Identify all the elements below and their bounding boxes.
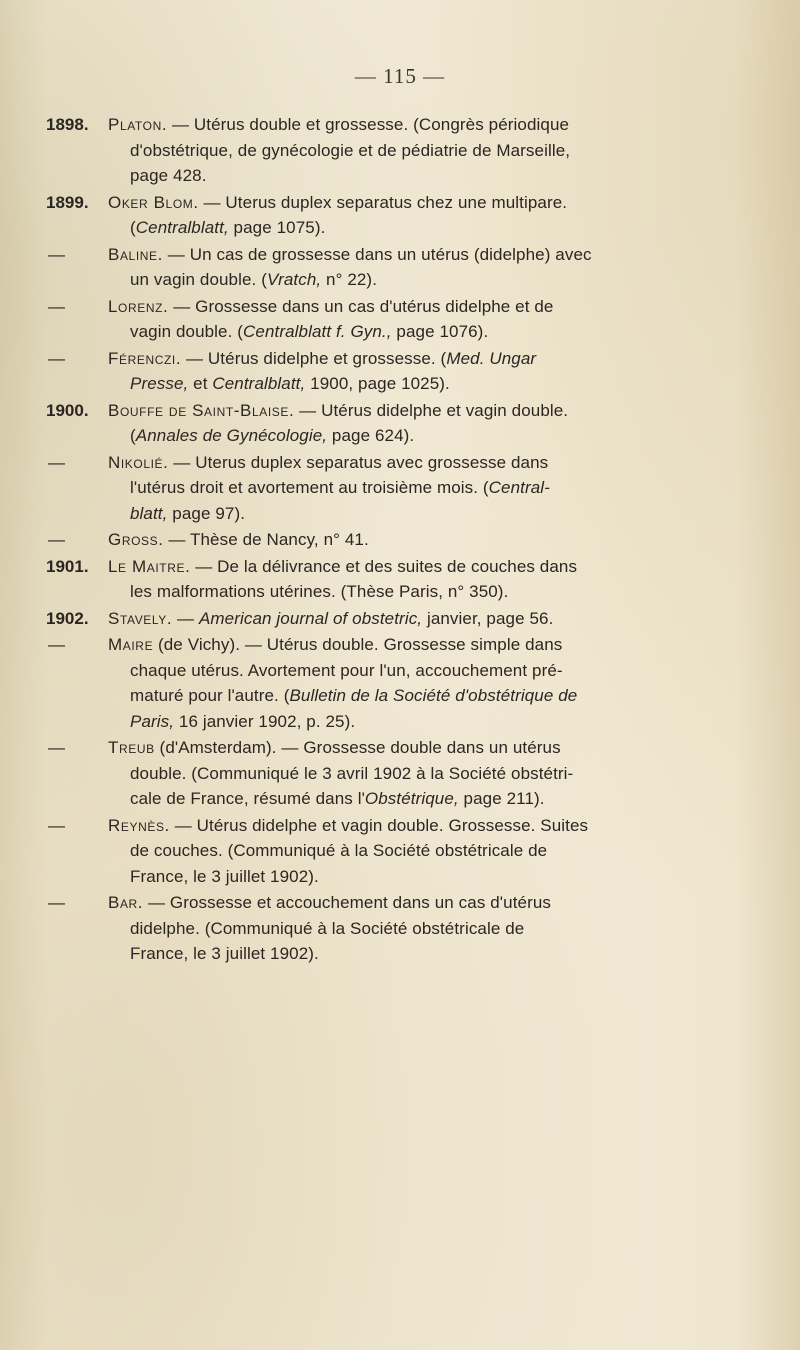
entry-source: Centralblatt f. Gyn., xyxy=(243,322,392,341)
entry-author: Bouffe de Saint-Blaise. xyxy=(108,400,295,420)
entry-author: Reynès. xyxy=(108,815,170,835)
entry-year: — xyxy=(48,348,65,368)
bibliography-entry xyxy=(46,527,766,553)
entry-text: — Grossesse dans un cas d'utérus didelphe et de xyxy=(168,296,554,316)
bibliography-entry xyxy=(46,632,766,734)
entry-text: page 428. xyxy=(130,166,207,185)
entry-text: l'utérus droit et avortement au troisième mois. ( xyxy=(130,478,489,497)
entry-author: Gross. xyxy=(108,530,164,549)
entry-text: — Uterus duplex separatus chez une multipare. xyxy=(198,192,568,212)
entry-author: Platon. xyxy=(108,115,168,134)
entry-text: maturé pour l'autre. ( xyxy=(130,686,290,705)
entry-line xyxy=(108,346,766,372)
entry-line xyxy=(108,761,766,787)
bibliography-entry xyxy=(46,735,766,812)
entry-text: — Thèse de Nancy, n° 41. xyxy=(163,530,369,549)
entry-line xyxy=(108,475,766,501)
entry-line xyxy=(108,294,766,320)
entry-line xyxy=(108,606,766,632)
entry-author: Lorenz. xyxy=(108,296,169,316)
entry-year: — xyxy=(48,530,65,549)
entry-line xyxy=(108,450,766,476)
entry-text: page 97). xyxy=(167,503,246,523)
entry-text: cale de France, résumé dans l' xyxy=(130,789,365,808)
entry-year: 1899. xyxy=(46,192,89,212)
entry-line xyxy=(108,941,766,967)
entry-author: Bar. xyxy=(108,893,144,912)
entry-source: Centralblatt, xyxy=(212,374,306,393)
entry-author: Maire xyxy=(108,635,154,654)
bibliography-list xyxy=(46,112,766,968)
entry-line xyxy=(108,190,766,216)
entry-author: Le Maitre. xyxy=(108,556,191,576)
bibliography-entry xyxy=(46,242,766,293)
entry-year: — xyxy=(48,244,65,264)
entry-line xyxy=(108,527,766,553)
entry-line xyxy=(108,112,766,138)
entry-year: 1900. xyxy=(46,400,89,420)
entry-line xyxy=(108,709,766,735)
entry-text: — Utérus didelphe et grossesse. ( xyxy=(181,348,447,368)
entry-author: Treub xyxy=(108,738,155,757)
entry-text: un vagin double. ( xyxy=(130,270,267,289)
entry-year: — xyxy=(48,296,65,316)
bibliography-entry xyxy=(46,112,766,189)
entry-text: ( xyxy=(130,426,136,445)
entry-year: — xyxy=(48,452,65,472)
entry-year: — xyxy=(48,815,65,835)
entry-year: 1901. xyxy=(46,556,89,576)
bibliography-entry xyxy=(46,813,766,890)
entry-source: Central- xyxy=(488,478,550,497)
entry-text: (de Vichy). — Utérus double. Grossesse simple dans xyxy=(153,635,563,654)
entry-text: — Utérus didelphe et vagin double. xyxy=(294,400,569,420)
entry-year: — xyxy=(48,738,65,757)
entry-text: janvier, page 56. xyxy=(422,608,554,628)
entry-line xyxy=(108,813,766,839)
entry-line xyxy=(108,864,766,890)
entry-text: (d'Amsterdam). — Grossesse double dans un utérus xyxy=(154,738,561,757)
entry-line xyxy=(108,501,766,527)
entry-text: page 211). xyxy=(458,789,545,808)
entry-text: France, le 3 juillet 1902). xyxy=(130,944,319,963)
entry-year: 1902. xyxy=(46,608,89,628)
entry-text: ( xyxy=(130,218,136,237)
entry-author: Oker Blom. xyxy=(108,192,199,212)
entry-text: vagin double. ( xyxy=(130,322,244,341)
entry-line xyxy=(108,683,766,709)
entry-line xyxy=(108,398,766,424)
entry-text: — Utérus double et grossesse. (Congrès périodique xyxy=(167,115,570,134)
entry-line xyxy=(108,916,766,942)
entry-line xyxy=(108,838,766,864)
entry-line xyxy=(108,786,766,812)
entry-line xyxy=(108,267,766,293)
entry-text: — De la délivrance et des suites de couches dans xyxy=(190,556,578,576)
entry-line xyxy=(108,371,766,397)
entry-text: — Utérus didelphe et vagin double. Grossesse. Suites xyxy=(169,815,589,835)
page-number-header: — 115 — xyxy=(354,64,446,88)
bibliography-entry xyxy=(46,606,766,632)
entry-text: et xyxy=(188,374,213,393)
entry-line xyxy=(108,163,766,189)
entry-text: — Grossesse et accouchement dans un cas d'utérus xyxy=(143,893,551,912)
bibliography-entry xyxy=(46,346,766,397)
entry-line xyxy=(108,735,766,761)
bibliography-entry xyxy=(46,190,766,241)
entry-source: American journal of obstetric, xyxy=(198,608,423,628)
entry-line xyxy=(108,242,766,268)
entry-source: Presse, xyxy=(130,374,189,393)
entry-text: d'obstétrique, de gynécologie et de pédiatrie de Marseille, xyxy=(130,140,571,160)
entry-year: — xyxy=(48,893,65,912)
entry-year: — xyxy=(48,635,65,654)
entry-text: page 1076). xyxy=(391,322,489,341)
bibliography-entry xyxy=(46,294,766,345)
entry-source: Annales de Gynécologie, xyxy=(135,426,328,445)
entry-text: page 1075). xyxy=(228,218,326,237)
entry-text: de couches. (Communiqué à la Société obstétricale de xyxy=(130,841,548,860)
entry-line xyxy=(108,632,766,658)
entry-text: page 624). xyxy=(327,426,415,445)
entry-source: Obstétrique, xyxy=(364,789,459,808)
bibliography-entry xyxy=(46,554,766,605)
entry-line xyxy=(108,215,766,241)
entry-source: Med. Ungar xyxy=(446,348,537,368)
entry-author: Baline. xyxy=(108,244,163,264)
entry-source: Centralblatt, xyxy=(135,218,229,237)
entry-year: 1898. xyxy=(46,115,89,134)
entry-text: 16 janvier 1902, p. 25). xyxy=(174,711,356,731)
entry-source: blatt, xyxy=(130,503,168,523)
entry-text: — Un cas de grossesse dans un utérus (didelphe) avec xyxy=(162,244,592,264)
entry-text: — xyxy=(172,608,199,628)
entry-line xyxy=(108,890,766,916)
entry-text: 1900, page 1025). xyxy=(305,374,450,393)
entry-line xyxy=(108,658,766,684)
entry-line xyxy=(108,319,766,345)
entry-text: les malformations utérines. (Thèse Paris, n° 350). xyxy=(130,582,509,601)
entry-text: chaque utérus. Avortement pour l'un, accouchement pré- xyxy=(130,660,563,680)
entry-author: Férenczi. xyxy=(108,348,182,368)
bibliography-entry xyxy=(46,890,766,967)
entry-text: — Uterus duplex separatus avec grossesse dans xyxy=(168,452,549,472)
entry-line xyxy=(108,423,766,449)
entry-text: France, le 3 juillet 1902). xyxy=(130,866,319,886)
entry-author: Stavely. xyxy=(108,608,173,628)
entry-text: n° 22). xyxy=(321,270,378,289)
entry-source: Paris, xyxy=(130,711,175,731)
entry-line xyxy=(108,554,766,580)
entry-source: Bulletin de la Société d'obstétrique de xyxy=(289,686,578,705)
entry-author: Nikolié. xyxy=(108,452,169,472)
entry-source: Vratch, xyxy=(266,270,322,289)
entry-text: didelphe. (Communiqué à la Société obstétricale de xyxy=(130,918,525,938)
entry-line xyxy=(108,138,766,164)
entry-line xyxy=(108,579,766,605)
bibliography-entry xyxy=(46,398,766,449)
bibliography-entry xyxy=(46,450,766,527)
entry-text: double. (Communiqué le 3 avril 1902 à la Société obstétri- xyxy=(130,763,574,783)
